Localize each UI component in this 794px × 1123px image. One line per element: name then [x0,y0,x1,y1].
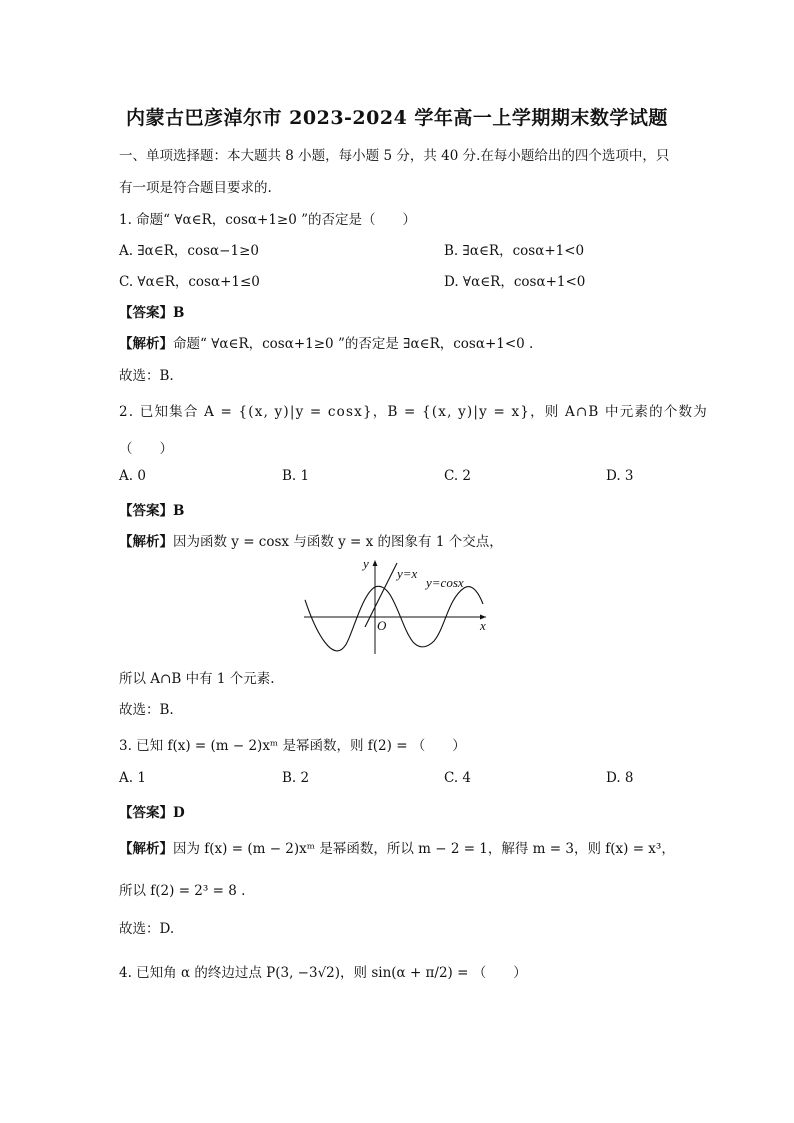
q1-analysis [119,332,533,352]
analysis-tag: 【解析】 [119,841,173,857]
q2-option-c: C. 2 [444,468,472,484]
page-title: 内蒙古巴彦淖尔市 2023-2024 学年高一上学期期末数学试题 [126,107,668,129]
analysis-text: 命题“ ∀α∈R，cosα+1≥0 ”的否定是 ∃α∈R，cosα+1<0 . [173,336,534,352]
y-axis-label: y [363,556,369,571]
q2-analysis [119,530,503,550]
q1-option-a: A. ∃α∈R，cosα−1≥0 [119,243,259,259]
q3-analysis-line2: 所以 f(2) = 2³ = 8 . [119,883,246,899]
q1-option-c: C. ∀α∈R，cosα+1≤0 [119,274,260,290]
q1-choose: 故选：B. [119,368,174,384]
q1-option-d: D. ∀α∈R，cosα+1<0 [444,274,586,290]
q3-stem: 3. 已知 f(x) = (m − 2)xᵐ 是幂函数，则 f(2) = （ ） [119,738,466,754]
q1-option-b: B. ∃α∈R，cosα+1<0 [444,243,585,259]
q2-option-d: D. 3 [606,468,634,484]
q1-stem: 1. 命题“ ∀α∈R，cosα+1≥0 ”的否定是（ ） [119,212,417,228]
section-instruction-line1: 一、单项选择题：本大题共 8 小题，每小题 5 分，共 40 分.在每小题给出的四个选项中，只 [119,148,670,164]
q3-answer: 【答案】D [119,805,185,821]
cos-intersection-figure [300,556,490,656]
q2-stem: 2. 已知集合 A = {(x, y)|y = cosx}，B = {(x, y)|y = x}，则 A∩B 中元素的个数为 [119,404,708,420]
section-instruction-line2: 有一项是符合题目要求的. [119,180,272,196]
q3-choose: 故选：D. [119,921,175,937]
origin-label: O [377,618,387,633]
q2-option-a: A. 0 [119,468,146,484]
q2-answer: 【答案】B [119,503,185,519]
analysis-text: 因为函数 y = cosx 与函数 y = x 的图象有 1 个交点， [173,534,503,550]
cosx-curve [305,586,483,651]
q2-option-b: B. 1 [282,468,310,484]
analysis-text: 因为 f(x) = (m − 2)xᵐ 是幂函数，所以 m − 2 = 1，解得 m = 3，则 f(x) = x³， [173,841,675,857]
q4-stem: 4. 已知角 α 的终边过点 P(3, −3√2)，则 sin(α + π/2) = （ ） [119,965,527,981]
q3-analysis [119,837,675,857]
analysis-tag: 【解析】 [119,534,173,550]
q1-answer: 【答案】B [119,305,185,321]
y-axis-arrow [373,560,378,566]
q3-option-b: B. 2 [282,770,310,786]
analysis-tag: 【解析】 [119,336,173,352]
curve-label: y=cosx [426,575,464,590]
q3-option-c: C. 4 [444,770,472,786]
q3-option-d: D. 8 [606,770,634,786]
x-axis-label: x [480,618,486,633]
q2-conclusion: 所以 A∩B 中有 1 个元素. [119,671,275,687]
q2-choose: 故选：B. [119,702,174,718]
q3-option-a: A. 1 [119,770,146,786]
line-label: y=x [397,566,418,581]
q2-stem-paren: （ ） [119,441,173,457]
